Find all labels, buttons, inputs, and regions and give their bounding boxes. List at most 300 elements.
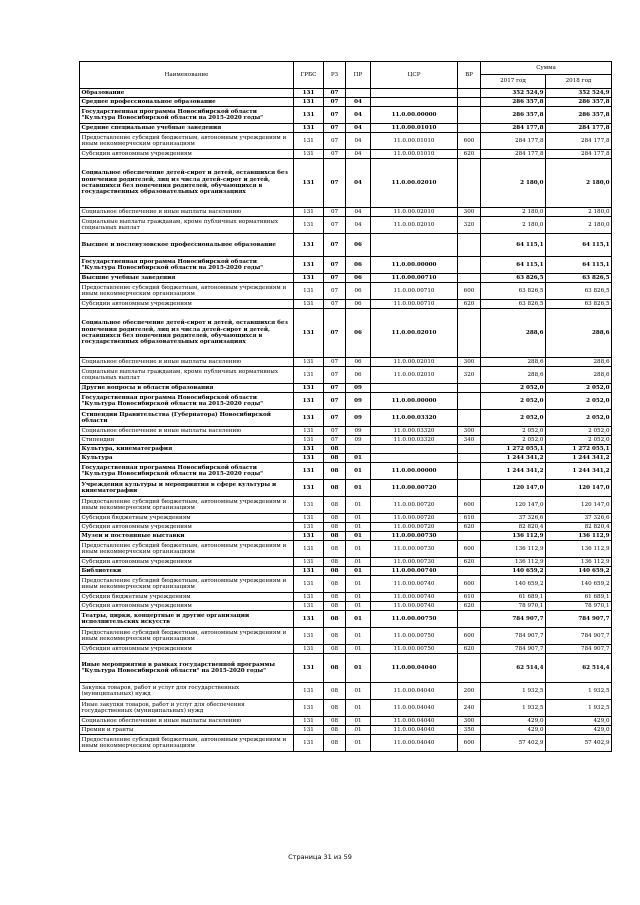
row-name: Иные закупки товаров, работ и услуг для обеспечения государственных (муниципальных) нужд <box>80 700 294 717</box>
row-vr: 610 <box>458 593 481 602</box>
row-vr <box>458 393 481 410</box>
row-pr <box>346 445 371 454</box>
row-pr: 06 <box>346 234 371 257</box>
row-pr: 04 <box>346 159 371 208</box>
table-row <box>80 593 612 602</box>
row-sum-2017: 284 177,8 <box>481 124 546 133</box>
row-pr: 04 <box>346 107 371 124</box>
row-rz: 07 <box>324 436 346 445</box>
row-vr: 300 <box>458 717 481 726</box>
table-row <box>80 309 612 358</box>
table-row <box>80 367 612 384</box>
row-vr: 620 <box>458 523 481 532</box>
table-row <box>80 602 612 611</box>
row-csr: 11.0.00.04040 <box>371 683 458 700</box>
row-name: Субсидии автономным учреждениям <box>80 150 294 159</box>
row-sum-2017: 784 907,7 <box>481 611 546 628</box>
row-vr: 600 <box>458 628 481 645</box>
row-pr: 06 <box>346 367 371 384</box>
header-vr: ВР <box>458 62 481 89</box>
row-sum-2018: 2 052,0 <box>546 410 612 427</box>
row-pr: 01 <box>346 576 371 593</box>
row-sum-2018: 37 326,6 <box>546 514 612 523</box>
table-row <box>80 628 612 645</box>
row-vr: 610 <box>458 514 481 523</box>
row-rz: 07 <box>324 384 346 393</box>
row-csr: 11.0.00.03320 <box>371 427 458 436</box>
row-grbs: 131 <box>294 274 324 283</box>
row-rz: 07 <box>324 98 346 107</box>
row-sum-2017: 288,6 <box>481 309 546 358</box>
row-name: Учреждения культуры и мероприятия в сфере культуры и кинематографии <box>80 480 294 497</box>
row-grbs: 131 <box>294 683 324 700</box>
row-name: Социальные выплаты гражданам, кроме публичных нормативных социальных выплат <box>80 217 294 234</box>
row-rz: 07 <box>324 150 346 159</box>
row-name: Образование <box>80 89 294 98</box>
row-csr <box>371 89 458 98</box>
row-vr: 600 <box>458 541 481 558</box>
header-csr: ЦСР <box>371 62 458 89</box>
table-row <box>80 611 612 628</box>
row-name: Стипендии Правительства (Губернатора) Новосибирской области <box>80 410 294 427</box>
row-csr: 11.0.00.00710 <box>371 283 458 300</box>
table-row <box>80 480 612 497</box>
row-rz: 07 <box>324 133 346 150</box>
header-pr: ПР <box>346 62 371 89</box>
row-sum-2017: 136 112,9 <box>481 532 546 541</box>
row-name: Закупка товаров, работ и услуг для государственных (муниципальных) нужд <box>80 683 294 700</box>
header-sum: Сумма <box>481 62 612 75</box>
row-pr: 01 <box>346 567 371 576</box>
row-sum-2017: 63 826,5 <box>481 300 546 309</box>
row-sum-2018: 352 524,9 <box>546 89 612 98</box>
row-grbs: 131 <box>294 133 324 150</box>
header-rz: РЗ <box>324 62 346 89</box>
row-csr: 11.0.00.02010 <box>371 309 458 358</box>
header-2018: 2018 год <box>546 75 612 89</box>
row-grbs: 131 <box>294 480 324 497</box>
row-pr: 01 <box>346 602 371 611</box>
row-grbs: 131 <box>294 436 324 445</box>
table-row <box>80 735 612 752</box>
table-row <box>80 717 612 726</box>
row-name: Субсидии автономным учреждениям <box>80 558 294 567</box>
row-csr: 11.0.00.00720 <box>371 523 458 532</box>
row-rz: 08 <box>324 645 346 654</box>
row-rz: 08 <box>324 445 346 454</box>
row-rz: 07 <box>324 234 346 257</box>
row-sum-2018: 136 112,9 <box>546 532 612 541</box>
row-rz: 07 <box>324 257 346 274</box>
row-rz: 07 <box>324 124 346 133</box>
row-pr: 01 <box>346 523 371 532</box>
row-grbs: 131 <box>294 150 324 159</box>
row-vr <box>458 309 481 358</box>
budget-table <box>79 61 612 752</box>
table-row <box>80 283 612 300</box>
row-sum-2017: 784 907,7 <box>481 645 546 654</box>
row-name: Премии и гранты <box>80 726 294 735</box>
row-vr: 600 <box>458 735 481 752</box>
row-name: Социальное обеспечение и иные выплаты населению <box>80 208 294 217</box>
row-name: Предоставление субсидий бюджетным, автономным учреждениям и иным некоммерческим организациям <box>80 735 294 752</box>
row-sum-2017: 1 244 341,2 <box>481 463 546 480</box>
row-pr: 01 <box>346 480 371 497</box>
row-sum-2017: 61 689,1 <box>481 593 546 602</box>
row-name: Высшие учебные заведения <box>80 274 294 283</box>
row-sum-2018: 2 052,0 <box>546 436 612 445</box>
table-row <box>80 98 612 107</box>
row-vr: 320 <box>458 367 481 384</box>
row-sum-2017: 284 177,8 <box>481 133 546 150</box>
table-row <box>80 726 612 735</box>
row-grbs: 131 <box>294 602 324 611</box>
row-grbs: 131 <box>294 523 324 532</box>
row-pr: 09 <box>346 384 371 393</box>
row-rz: 08 <box>324 497 346 514</box>
row-grbs: 131 <box>294 700 324 717</box>
row-pr: 04 <box>346 150 371 159</box>
table-row <box>80 89 612 98</box>
row-name: Субсидии автономным учреждениям <box>80 602 294 611</box>
row-vr <box>458 654 481 683</box>
row-name: Предоставление субсидий бюджетным, автономным учреждениям и иным некоммерческим организациям <box>80 133 294 150</box>
row-name: Музеи и постоянные выставки <box>80 532 294 541</box>
row-sum-2018: 2 180,0 <box>546 159 612 208</box>
row-pr: 01 <box>346 645 371 654</box>
header-grbs: ГРБС <box>294 62 324 89</box>
row-pr: 01 <box>346 700 371 717</box>
row-vr <box>458 567 481 576</box>
row-grbs: 131 <box>294 124 324 133</box>
row-name: Театры, цирки, концертные и другие организации исполнительских искусств <box>80 611 294 628</box>
row-sum-2018: 288,6 <box>546 309 612 358</box>
row-rz: 08 <box>324 700 346 717</box>
table-row <box>80 463 612 480</box>
row-vr: 620 <box>458 558 481 567</box>
row-vr: 600 <box>458 497 481 514</box>
row-rz: 08 <box>324 683 346 700</box>
row-sum-2018: 63 826,5 <box>546 283 612 300</box>
row-vr <box>458 89 481 98</box>
row-vr <box>458 159 481 208</box>
row-csr: 11.0.00.04040 <box>371 735 458 752</box>
row-sum-2017: 136 112,9 <box>481 541 546 558</box>
row-vr <box>458 532 481 541</box>
row-grbs: 131 <box>294 567 324 576</box>
row-vr <box>458 124 481 133</box>
row-grbs: 131 <box>294 300 324 309</box>
row-grbs: 131 <box>294 393 324 410</box>
row-vr: 300 <box>458 208 481 217</box>
row-grbs: 131 <box>294 283 324 300</box>
row-sum-2018: 784 907,7 <box>546 628 612 645</box>
row-vr <box>458 480 481 497</box>
row-sum-2018: 2 052,0 <box>546 384 612 393</box>
row-name: Государственная программа Новосибирской области "Культура Новосибирской области на 2015-2020 годы" <box>80 393 294 410</box>
row-grbs: 131 <box>294 98 324 107</box>
row-grbs: 131 <box>294 159 324 208</box>
row-name: Субсидии автономным учреждениям <box>80 523 294 532</box>
row-csr: 11.0.00.00750 <box>371 611 458 628</box>
row-csr <box>371 98 458 107</box>
row-name: Библиотеки <box>80 567 294 576</box>
row-pr: 01 <box>346 558 371 567</box>
row-rz: 07 <box>324 283 346 300</box>
row-pr <box>346 89 371 98</box>
row-sum-2017: 2 180,0 <box>481 217 546 234</box>
row-sum-2017: 37 326,6 <box>481 514 546 523</box>
row-name: Государственная программа Новосибирской области "Культура Новосибирской области на 2015-2020 годы" <box>80 107 294 124</box>
row-vr: 600 <box>458 576 481 593</box>
table-row <box>80 700 612 717</box>
row-sum-2018: 2 180,0 <box>546 217 612 234</box>
row-rz: 07 <box>324 217 346 234</box>
row-csr: 11.0.00.00740 <box>371 576 458 593</box>
row-pr: 01 <box>346 628 371 645</box>
row-csr <box>371 445 458 454</box>
row-grbs: 131 <box>294 497 324 514</box>
row-name: Средние специальные учебные заведения <box>80 124 294 133</box>
row-sum-2018: 64 115,1 <box>546 234 612 257</box>
row-sum-2018: 1 272 055,1 <box>546 445 612 454</box>
row-rz: 08 <box>324 523 346 532</box>
table-row <box>80 683 612 700</box>
row-csr: 11.0.00.00710 <box>371 274 458 283</box>
row-pr: 09 <box>346 427 371 436</box>
row-rz: 08 <box>324 735 346 752</box>
row-rz: 08 <box>324 717 346 726</box>
row-name: Субсидии автономным учреждениям <box>80 300 294 309</box>
row-grbs: 131 <box>294 645 324 654</box>
row-grbs: 131 <box>294 107 324 124</box>
row-sum-2018: 1 932,5 <box>546 683 612 700</box>
row-name: Субсидии бюджетным учреждениям <box>80 593 294 602</box>
row-pr: 01 <box>346 726 371 735</box>
row-name: Высшее и послевузовское профессиональное образование <box>80 234 294 257</box>
row-name: Культура <box>80 454 294 463</box>
header-name: Наименование <box>80 62 294 89</box>
row-sum-2018: 2 052,0 <box>546 393 612 410</box>
table-row <box>80 454 612 463</box>
row-grbs: 131 <box>294 257 324 274</box>
row-pr: 04 <box>346 124 371 133</box>
row-vr: 600 <box>458 133 481 150</box>
table-row <box>80 436 612 445</box>
row-pr: 01 <box>346 683 371 700</box>
row-csr: 11.0.00.03320 <box>371 436 458 445</box>
row-pr: 09 <box>346 393 371 410</box>
table-row <box>80 358 612 367</box>
row-vr: 620 <box>458 645 481 654</box>
row-csr: 11.0.00.00740 <box>371 567 458 576</box>
row-vr <box>458 107 481 124</box>
row-vr: 620 <box>458 602 481 611</box>
row-vr: 200 <box>458 683 481 700</box>
row-rz: 07 <box>324 309 346 358</box>
row-rz: 08 <box>324 463 346 480</box>
row-sum-2017: 784 907,7 <box>481 628 546 645</box>
row-sum-2018: 62 514,4 <box>546 654 612 683</box>
table-row <box>80 514 612 523</box>
row-sum-2017: 2 180,0 <box>481 208 546 217</box>
row-name: Государственная программа Новосибирской области "Культура Новосибирской области на 2015-2020 годы" <box>80 257 294 274</box>
row-csr: 11.0.00.00000 <box>371 107 458 124</box>
row-grbs: 131 <box>294 593 324 602</box>
table-row <box>80 523 612 532</box>
row-vr: 240 <box>458 700 481 717</box>
row-name: Социальное обеспечение детей-сирот и детей, оставшихся без попечения родителей, лиц из числа детей-сирот и детей, оставшихся без попечения родителей, обучающихся в государственных образовательных организациях <box>80 159 294 208</box>
row-csr: 11.0.00.04040 <box>371 717 458 726</box>
row-pr: 04 <box>346 208 371 217</box>
row-csr: 11.0.00.00000 <box>371 393 458 410</box>
row-rz: 08 <box>324 454 346 463</box>
row-rz: 07 <box>324 208 346 217</box>
row-sum-2017: 429,0 <box>481 726 546 735</box>
row-grbs: 131 <box>294 367 324 384</box>
row-csr: 11.0.00.00730 <box>371 541 458 558</box>
row-name: Социальное обеспечение и иные выплаты населению <box>80 427 294 436</box>
table-row <box>80 107 612 124</box>
row-csr: 11.0.00.01010 <box>371 133 458 150</box>
row-csr: 11.0.00.03320 <box>371 410 458 427</box>
row-sum-2018: 288,6 <box>546 358 612 367</box>
row-name: Предоставление субсидий бюджетным, автономным учреждениям и иным некоммерческим организациям <box>80 576 294 593</box>
row-sum-2017: 63 826,5 <box>481 283 546 300</box>
row-sum-2017: 1 244 341,2 <box>481 454 546 463</box>
row-rz: 08 <box>324 654 346 683</box>
row-sum-2017: 1 272 055,1 <box>481 445 546 454</box>
row-vr <box>458 445 481 454</box>
row-sum-2017: 2 052,0 <box>481 393 546 410</box>
row-csr: 11.0.00.00740 <box>371 602 458 611</box>
row-csr: 11.0.00.00000 <box>371 257 458 274</box>
row-vr <box>458 234 481 257</box>
row-grbs: 131 <box>294 628 324 645</box>
row-sum-2017: 57 402,9 <box>481 735 546 752</box>
row-pr: 04 <box>346 98 371 107</box>
row-vr <box>458 384 481 393</box>
row-vr: 300 <box>458 358 481 367</box>
row-pr: 06 <box>346 257 371 274</box>
row-grbs: 131 <box>294 384 324 393</box>
row-rz: 07 <box>324 367 346 384</box>
row-sum-2018: 120 147,0 <box>546 480 612 497</box>
row-pr: 06 <box>346 274 371 283</box>
row-vr <box>458 410 481 427</box>
row-csr: 11.0.00.00710 <box>371 300 458 309</box>
row-sum-2018: 1 244 341,2 <box>546 454 612 463</box>
row-pr: 06 <box>346 358 371 367</box>
row-sum-2017: 64 115,1 <box>481 234 546 257</box>
row-sum-2018: 136 112,9 <box>546 558 612 567</box>
row-pr: 01 <box>346 611 371 628</box>
row-pr: 01 <box>346 454 371 463</box>
row-name: Социальные выплаты гражданам, кроме публичных нормативных социальных выплат <box>80 367 294 384</box>
row-vr: 320 <box>458 217 481 234</box>
row-csr: 11.0.00.02010 <box>371 358 458 367</box>
row-sum-2017: 1 932,5 <box>481 683 546 700</box>
row-pr: 04 <box>346 133 371 150</box>
table-row <box>80 576 612 593</box>
row-sum-2017: 140 659,2 <box>481 576 546 593</box>
row-sum-2017: 2 180,0 <box>481 159 546 208</box>
row-rz: 08 <box>324 593 346 602</box>
row-sum-2018: 284 177,8 <box>546 133 612 150</box>
row-vr <box>458 463 481 480</box>
row-rz: 08 <box>324 541 346 558</box>
row-name: Субсидии бюджетным учреждениям <box>80 514 294 523</box>
table-row <box>80 384 612 393</box>
row-grbs: 131 <box>294 576 324 593</box>
row-sum-2017: 2 052,0 <box>481 427 546 436</box>
row-rz: 08 <box>324 726 346 735</box>
row-grbs: 131 <box>294 514 324 523</box>
table-row <box>80 567 612 576</box>
row-sum-2017: 78 970,1 <box>481 602 546 611</box>
row-vr: 350 <box>458 726 481 735</box>
row-sum-2017: 352 524,9 <box>481 89 546 98</box>
row-csr <box>371 234 458 257</box>
row-grbs: 131 <box>294 541 324 558</box>
table-row <box>80 497 612 514</box>
row-rz: 08 <box>324 558 346 567</box>
row-csr: 11.0.00.04040 <box>371 726 458 735</box>
table-body <box>80 89 612 752</box>
row-sum-2018: 140 659,2 <box>546 576 612 593</box>
row-sum-2017: 288,6 <box>481 367 546 384</box>
row-name: Предоставление субсидий бюджетным, автономным учреждениям и иным некоммерческим организациям <box>80 628 294 645</box>
row-grbs: 131 <box>294 427 324 436</box>
row-sum-2017: 63 826,5 <box>481 274 546 283</box>
row-sum-2017: 62 514,4 <box>481 654 546 683</box>
row-grbs: 131 <box>294 463 324 480</box>
row-pr: 01 <box>346 593 371 602</box>
table-row <box>80 393 612 410</box>
row-vr: 340 <box>458 436 481 445</box>
row-rz: 08 <box>324 567 346 576</box>
row-vr <box>458 98 481 107</box>
row-sum-2018: 429,0 <box>546 726 612 735</box>
row-csr <box>371 384 458 393</box>
row-grbs: 131 <box>294 717 324 726</box>
row-rz: 08 <box>324 628 346 645</box>
document-page <box>79 61 611 752</box>
table-row <box>80 133 612 150</box>
row-rz: 07 <box>324 89 346 98</box>
row-name: Предоставление субсидий бюджетным, автономным учреждениям и иным некоммерческим организациям <box>80 541 294 558</box>
row-sum-2017: 2 052,0 <box>481 410 546 427</box>
row-vr <box>458 454 481 463</box>
row-sum-2017: 288,6 <box>481 358 546 367</box>
row-csr: 11.0.00.00000 <box>371 463 458 480</box>
table-row <box>80 541 612 558</box>
row-pr: 06 <box>346 283 371 300</box>
row-rz: 07 <box>324 410 346 427</box>
row-sum-2018: 140 659,2 <box>546 567 612 576</box>
row-vr: 620 <box>458 300 481 309</box>
table-row <box>80 427 612 436</box>
table-row <box>80 445 612 454</box>
row-sum-2017: 64 115,1 <box>481 257 546 274</box>
row-sum-2018: 120 147,0 <box>546 497 612 514</box>
row-sum-2018: 136 112,9 <box>546 541 612 558</box>
row-pr: 01 <box>346 514 371 523</box>
table-row <box>80 410 612 427</box>
row-pr: 01 <box>346 532 371 541</box>
row-sum-2018: 2 180,0 <box>546 208 612 217</box>
table-row <box>80 234 612 257</box>
